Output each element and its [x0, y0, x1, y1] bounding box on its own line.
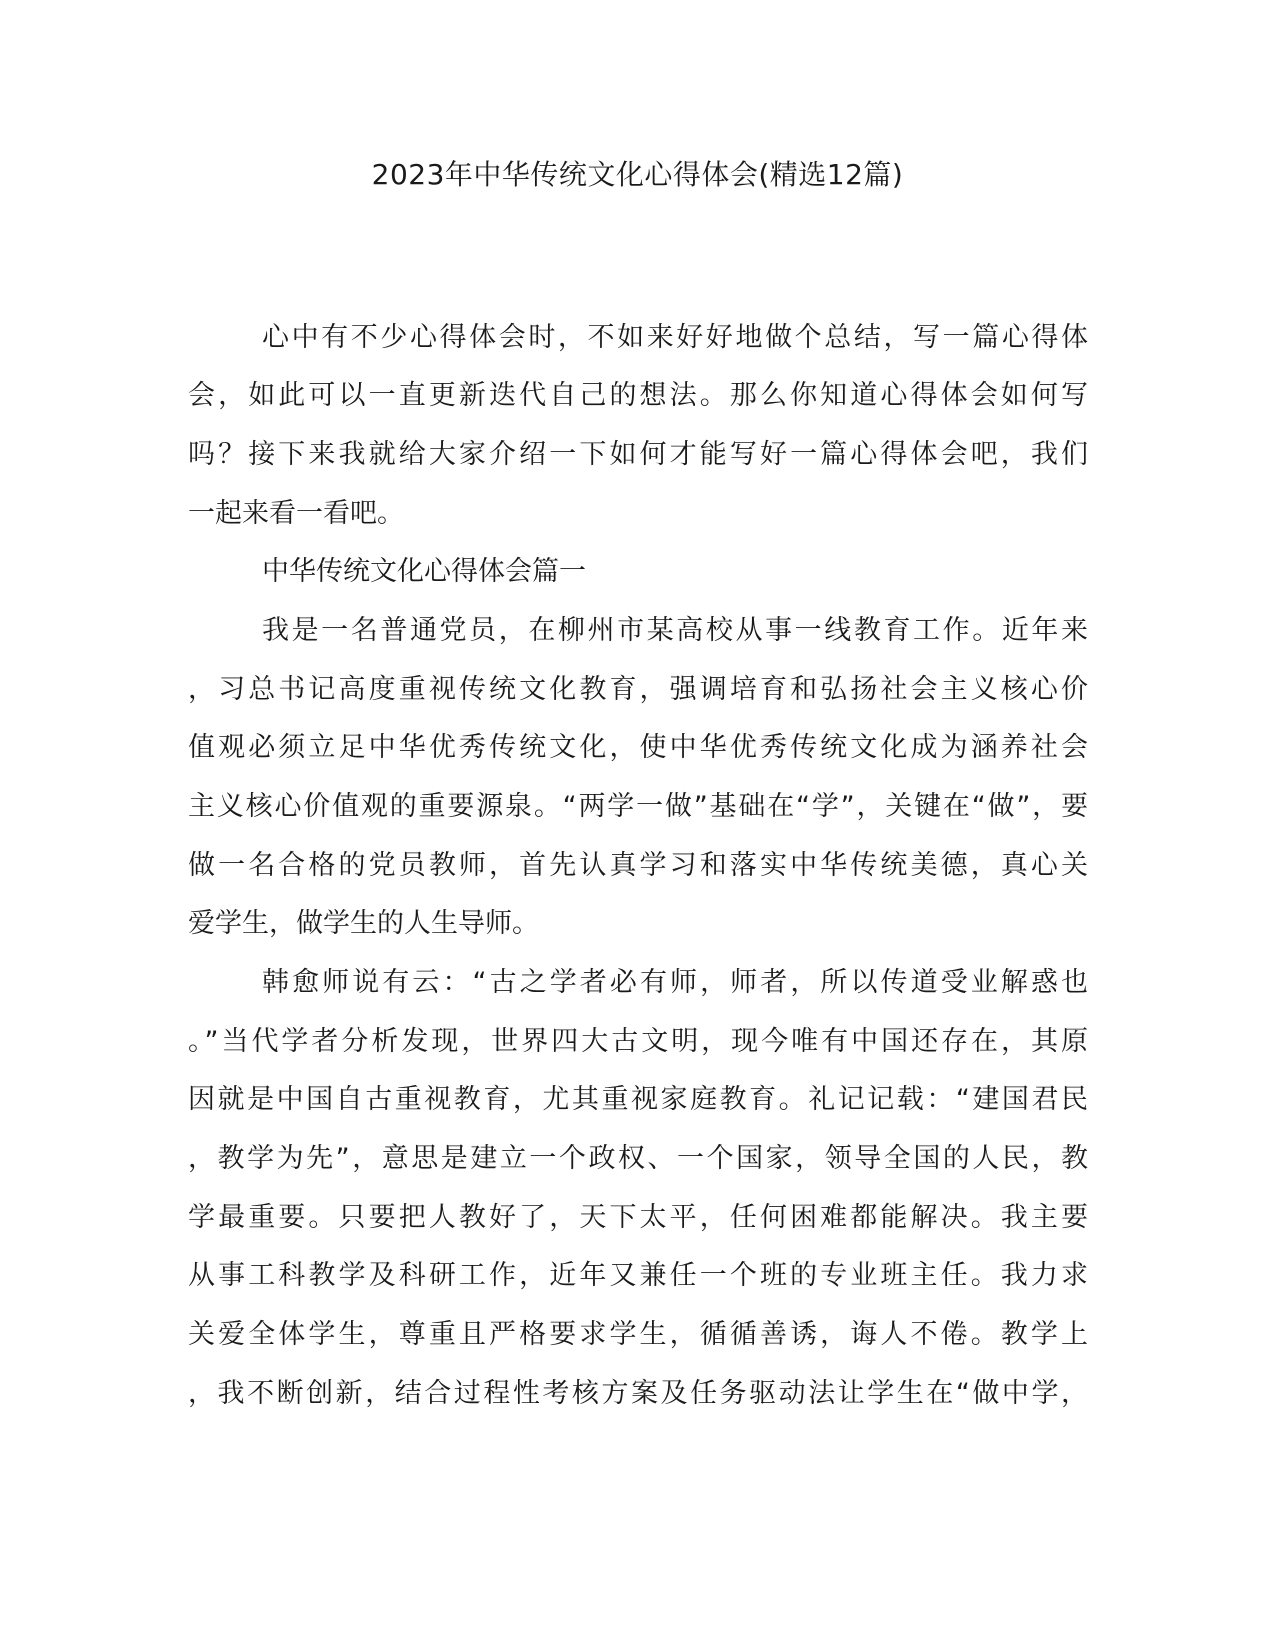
body-line: 心中有不少心得体会时，不如来好好地做个总结，写一篇心得体	[262, 322, 1088, 353]
document-title: 2023年中华传统文化心得体会(精选12篇)	[371, 158, 904, 191]
body-line: 吗？接下来我就给大家介绍一下如何才能写好一篇心得体会吧，我们	[188, 439, 1088, 470]
body-line: ，我不断创新，结合过程性考核方案及任务驱动法让学生在“做中学，	[188, 1378, 1088, 1409]
body-line: 关爱全体学生，尊重且严格要求学生，循循善诱，诲人不倦。教学上	[188, 1319, 1088, 1350]
body-line: 。”当代学者分析发现，世界四大古文明，现今唯有中国还存在，其原	[188, 1026, 1088, 1057]
body-line: 我是一名普通党员，在柳州市某高校从事一线教育工作。近年来	[262, 615, 1088, 646]
body-line: 因就是中国自古重视教育，尤其重视家庭教育。礼记记载：“建国君民	[188, 1084, 1088, 1115]
body-line: ，教学为先”，意思是建立一个政权、一个国家，领导全国的人民，教	[188, 1143, 1088, 1174]
body-line: 一起来看一看吧。	[188, 498, 404, 529]
body-line: 主义核心价值观的重要源泉。“两学一做”基础在“学”，关键在“做”，要	[188, 791, 1088, 822]
body-line: 韩愈师说有云：“古之学者必有师，师者，所以传道受业解惑也	[262, 967, 1088, 998]
body-line: 做一名合格的党员教师，首先认真学习和落实中华传统美德，真心关	[188, 850, 1088, 881]
body-line: 会，如此可以一直更新迭代自己的想法。那么你知道心得体会如何写	[188, 380, 1088, 411]
body-line: ，习总书记高度重视传统文化教育，强调培育和弘扬社会主义核心价	[188, 674, 1088, 705]
body-line: 爱学生，做学生的人生导师。	[188, 908, 539, 939]
section-heading: 中华传统文化心得体会篇一	[262, 556, 586, 587]
body-line: 值观必须立足中华优秀传统文化，使中华优秀传统文化成为涵养社会	[188, 732, 1088, 763]
body-line: 学最重要。只要把人教好了，天下太平，任何困难都能解决。我主要	[188, 1202, 1088, 1233]
body-line: 从事工科教学及科研工作，近年又兼任一个班的专业班主任。我力求	[188, 1260, 1088, 1291]
